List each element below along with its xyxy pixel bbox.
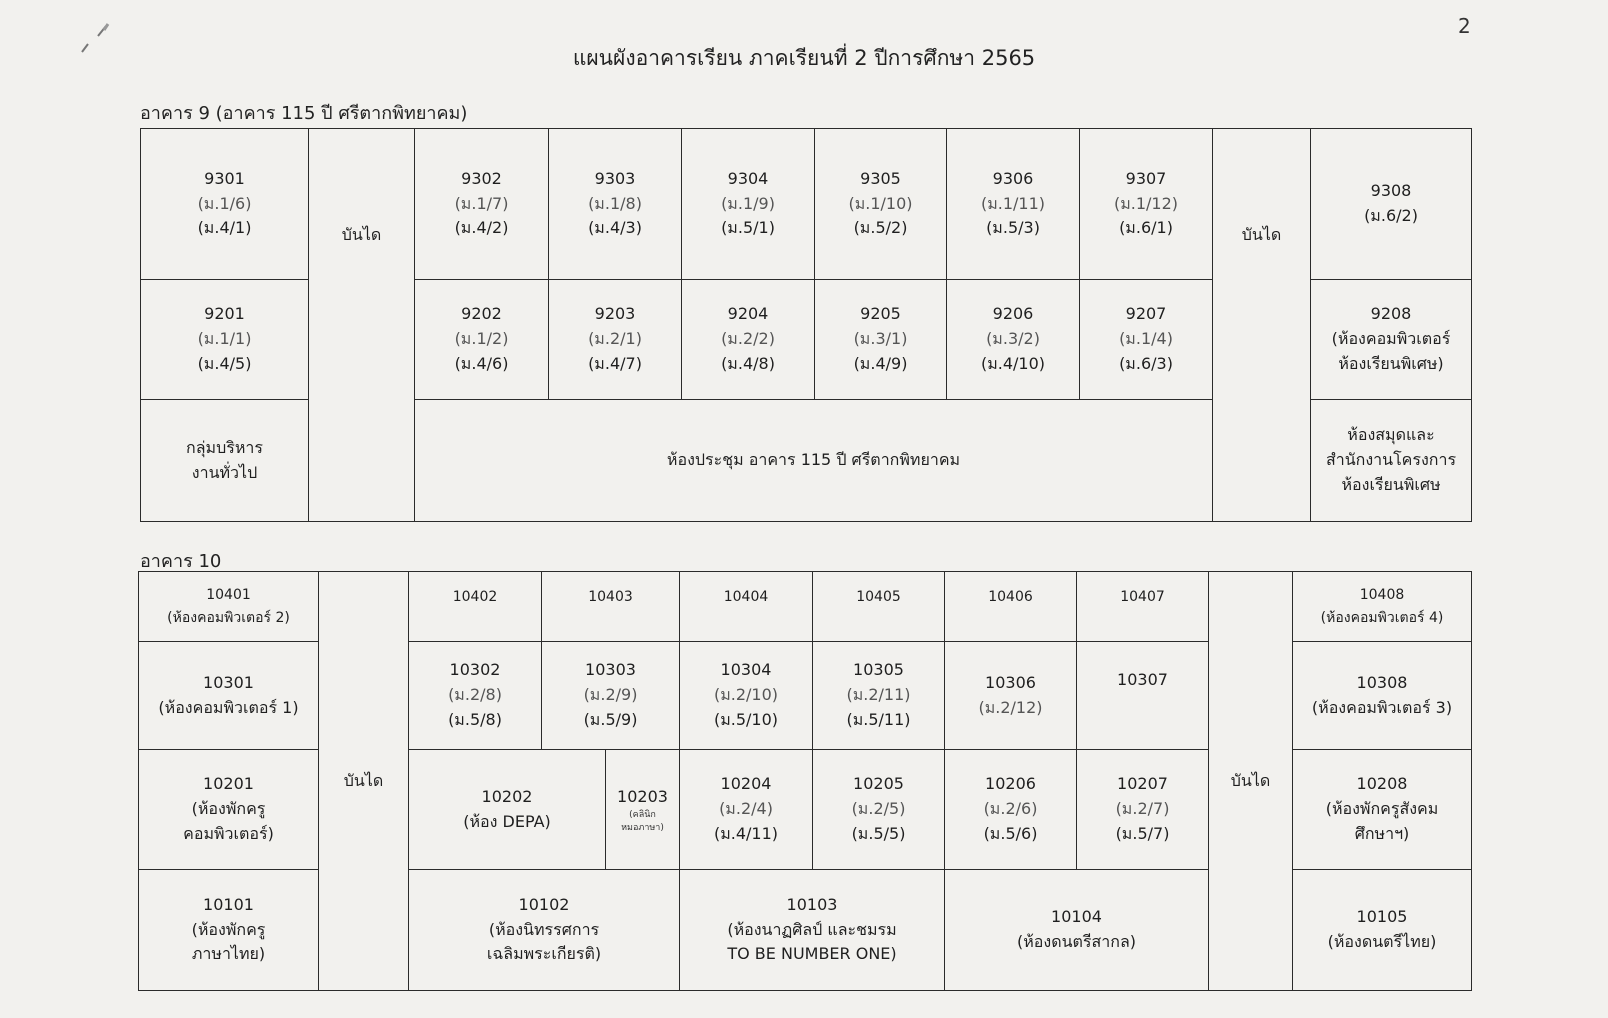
room-9305: [815, 129, 947, 280]
room-number: 10203: [617, 786, 668, 806]
building9-label: อาคาร 9 (อาคาร 115 ปี ศรีตากพิทยาคม): [140, 103, 468, 124]
room-class: (ม.1/4): [1119, 329, 1173, 349]
room-number: 10202: [481, 786, 533, 806]
room-number: 9304: [727, 168, 769, 188]
room-class: (ม.1/8): [588, 193, 642, 213]
room-number: 9208: [1370, 304, 1412, 324]
room-9304: [682, 129, 815, 280]
room-class: (ม.5/8): [448, 709, 502, 729]
library-label-line3: ห้องเรียนพิเศษ: [1341, 474, 1441, 494]
room-class: (ม.5/7): [1115, 823, 1170, 843]
room-10101: [139, 870, 319, 990]
room-purpose: ภาษาไทย): [191, 944, 266, 964]
room-number: 10304: [720, 660, 772, 680]
room-purpose: (ห้องนาฏศิลป์ และชมรม: [727, 919, 897, 939]
room-class: (ม.6/1): [1119, 218, 1173, 238]
room-class: (ม.5/11): [846, 709, 911, 729]
room-9302: [415, 129, 549, 280]
room-number: 10307: [1117, 670, 1168, 690]
room-10305: [813, 642, 945, 750]
room-number: 10302: [449, 660, 501, 680]
admin-label-line1: กลุ่มบริหาร: [186, 437, 263, 457]
room-number: 10305: [853, 660, 904, 680]
room-9204: [682, 280, 815, 400]
room-10408: [1293, 572, 1471, 642]
room-class: (ม.5/5): [851, 823, 906, 843]
room-10304: [680, 642, 813, 750]
stairs-label: บันได: [343, 770, 384, 790]
room-class: (ม.4/5): [197, 353, 252, 373]
room-purpose: (คลินิก: [629, 810, 656, 821]
room-10308: [1293, 642, 1471, 750]
room-10301: [139, 642, 319, 750]
room-10204: [680, 750, 813, 870]
stairs-9-left: [309, 129, 415, 521]
room-purpose: ศึกษาฯ): [1354, 823, 1410, 843]
room-class: (ม.5/10): [713, 709, 779, 729]
room-purpose: (ห้องคอมพิวเตอร์ 1): [158, 697, 299, 717]
admin-label-line2: งานทั่วไป: [191, 462, 258, 482]
room-number: 9201: [204, 304, 245, 324]
room-10104: [945, 870, 1209, 990]
room-number: 10404: [723, 589, 769, 605]
room-10203: [606, 750, 680, 870]
room-class: (ม.4/6): [454, 353, 509, 373]
room-10102: [409, 870, 680, 990]
room-number: 10403: [588, 589, 633, 605]
room-10403: [542, 572, 680, 642]
room-purpose: (ห้องพักครูสังคม: [1325, 799, 1439, 819]
room-9306: [947, 129, 1080, 280]
room-class: (ม.3/1): [853, 329, 908, 349]
room-class: (ม.1/9): [721, 193, 775, 213]
room-purpose: TO BE NUMBER ONE): [727, 944, 897, 964]
room-10206: [945, 750, 1077, 870]
room-class: (ม.2/6): [983, 799, 1038, 819]
room-class: (ม.3/2): [986, 329, 1040, 349]
room-class: (ม.5/9): [583, 709, 638, 729]
stairs-9-right: [1213, 129, 1311, 521]
room-class: (ม.1/6): [197, 193, 252, 213]
room-number: 10303: [585, 660, 636, 680]
room-class: (ม.4/8): [721, 353, 775, 373]
stairs-label: บันได: [1230, 770, 1271, 790]
room-purpose: เฉลิมพระเกียรติ): [486, 944, 602, 964]
room-class: (ม.2/4): [719, 799, 773, 819]
room-number: 10207: [1117, 774, 1168, 794]
admin-office: [141, 400, 309, 521]
room-purpose: (ห้องคอมพิวเตอร์ 3): [1311, 697, 1453, 717]
room-class: (ม.6/2): [1364, 206, 1418, 225]
room-purpose: (ห้องคอมพิวเตอร์ 4): [1320, 609, 1444, 626]
room-9308: [1311, 129, 1471, 280]
room-9208: [1311, 280, 1471, 400]
room-10404: [680, 572, 813, 642]
building9-floorplan: [140, 128, 1472, 522]
room-class: (ม.4/3): [588, 218, 642, 238]
room-number: 10101: [203, 894, 254, 914]
meeting-room: [415, 400, 1213, 521]
meeting-room-label: ห้องประชุม อาคาร 115 ปี ศรีตากพิทยาคม: [666, 450, 961, 470]
library-label-line2: สำนักงานโครงการ: [1325, 450, 1457, 470]
room-class: (ม.4/2): [454, 218, 509, 238]
room-purpose: (ห้องดนตรีสากล): [1016, 932, 1136, 951]
room-number: 9305: [860, 168, 901, 188]
page-title: แผนผังอาคารเรียน ภาคเรียนที่ 2 ปีการศึกษา 2565: [572, 46, 1036, 70]
room-class: (ม.5/6): [983, 823, 1038, 843]
room-number: 10308: [1356, 672, 1408, 692]
room-number: 10408: [1359, 587, 1405, 604]
room-9202: [415, 280, 549, 400]
room-9303: [549, 129, 682, 280]
room-number: 10406: [988, 589, 1033, 605]
building10-label: อาคาร 10: [140, 551, 222, 572]
room-number: 10402: [452, 589, 498, 605]
room-number: 9302: [461, 168, 502, 188]
room-9207: [1080, 280, 1213, 400]
room-number: 10205: [853, 774, 904, 794]
room-10103: [680, 870, 945, 990]
room-class: (ม.4/11): [713, 823, 779, 843]
room-number: 9205: [860, 304, 901, 324]
room-number: 9308: [1370, 181, 1412, 201]
room-purpose: (ห้องดนตรีไทย): [1327, 932, 1437, 951]
room-class: (ม.2/8): [448, 685, 502, 705]
room-10105: [1293, 870, 1471, 990]
room-class: (ม.2/2): [721, 329, 775, 349]
room-9307: [1080, 129, 1213, 280]
room-9203: [549, 280, 682, 400]
room-10208: [1293, 750, 1471, 870]
library: [1311, 400, 1471, 521]
stairs-label: บันได: [1241, 224, 1282, 244]
room-class: (ม.1/11): [980, 193, 1046, 213]
library-label-line1: ห้องสมุดและ: [1347, 425, 1435, 445]
room-10405: [813, 572, 945, 642]
room-9206: [947, 280, 1080, 400]
room-class: (ม.1/2): [454, 329, 509, 349]
room-9301: [141, 129, 309, 280]
stairs-10-right: [1209, 572, 1293, 990]
room-class: (ม.4/7): [588, 353, 642, 373]
room-10205: [813, 750, 945, 870]
room-number: 9202: [461, 304, 502, 324]
room-class: (ม.2/7): [1115, 799, 1170, 819]
room-class: (ม.6/3): [1119, 353, 1173, 373]
page-number: 2: [1458, 14, 1471, 38]
room-class: (ม.1/12): [1113, 193, 1179, 213]
room-purpose: (ห้องคอมพิวเตอร์ 2): [167, 609, 290, 626]
room-number: 10407: [1120, 589, 1165, 605]
room-class: (ม.2/5): [851, 799, 906, 819]
room-10207: [1077, 750, 1209, 870]
room-10306: [945, 642, 1077, 750]
room-class: (ม.5/3): [986, 218, 1040, 238]
room-purpose: (ห้องนิทรรศการ: [488, 919, 600, 939]
room-number: 10206: [985, 774, 1036, 794]
room-number: 10105: [1356, 907, 1408, 927]
room-number: 9207: [1125, 304, 1167, 324]
room-class: (ม.2/11): [846, 685, 911, 705]
room-class: (ม.1/7): [454, 193, 509, 213]
stairs-label: บันได: [341, 224, 382, 244]
room-purpose: (ห้องพักครู: [191, 799, 266, 819]
room-class: (ม.4/10): [980, 353, 1046, 373]
room-number: 10401: [206, 587, 251, 604]
room-number: 9307: [1125, 168, 1167, 188]
building10-floorplan: [138, 571, 1472, 991]
room-class: (ม.4/9): [853, 353, 908, 373]
room-class: (ม.2/9): [583, 685, 638, 705]
room-10407: [1077, 572, 1209, 642]
room-number: 10208: [1356, 774, 1408, 794]
room-10202: [409, 750, 606, 870]
room-class: (ม.4/1): [197, 218, 252, 238]
room-number: 10102: [518, 894, 570, 914]
room-number: 10204: [720, 774, 772, 794]
stairs-10-left: [319, 572, 409, 990]
room-purpose: (ห้องพักครู: [191, 919, 266, 939]
room-number: 10104: [1051, 907, 1102, 927]
room-number: 9204: [727, 304, 769, 324]
room-class: (ม.1/10): [848, 193, 913, 213]
room-number: 9206: [992, 304, 1034, 324]
room-number: 9203: [594, 304, 636, 324]
room-class: (ม.1/1): [197, 329, 252, 349]
room-10303: [542, 642, 680, 750]
room-purpose: (ห้อง DEPA): [463, 811, 551, 831]
room-number: 9303: [594, 168, 636, 188]
room-10402: [409, 572, 542, 642]
room-purpose: หมอภาษา): [621, 822, 664, 833]
room-10307: [1077, 642, 1209, 750]
room-number: 10301: [203, 672, 254, 692]
room-class: ห้องเรียนพิเศษ): [1338, 353, 1444, 373]
room-10406: [945, 572, 1077, 642]
room-number: 10201: [203, 774, 254, 794]
room-9205: [815, 280, 947, 400]
room-class: (ห้องคอมพิวเตอร์: [1331, 329, 1451, 349]
room-number: 9301: [204, 168, 245, 188]
room-9201: [141, 280, 309, 400]
room-class: (ม.2/10): [713, 685, 779, 705]
room-number: 10306: [985, 672, 1036, 692]
room-class: (ม.5/1): [721, 218, 775, 238]
room-class: (ม.2/1): [588, 329, 642, 349]
room-class: (ม.5/2): [853, 218, 908, 238]
room-10201: [139, 750, 319, 870]
room-number: 9306: [992, 168, 1034, 188]
room-number: 10103: [786, 894, 838, 914]
room-number: 10405: [856, 589, 901, 605]
room-class: (ม.2/12): [978, 697, 1043, 717]
room-purpose: คอมพิวเตอร์): [183, 823, 274, 843]
room-10401: [139, 572, 319, 642]
room-10302: [409, 642, 542, 750]
